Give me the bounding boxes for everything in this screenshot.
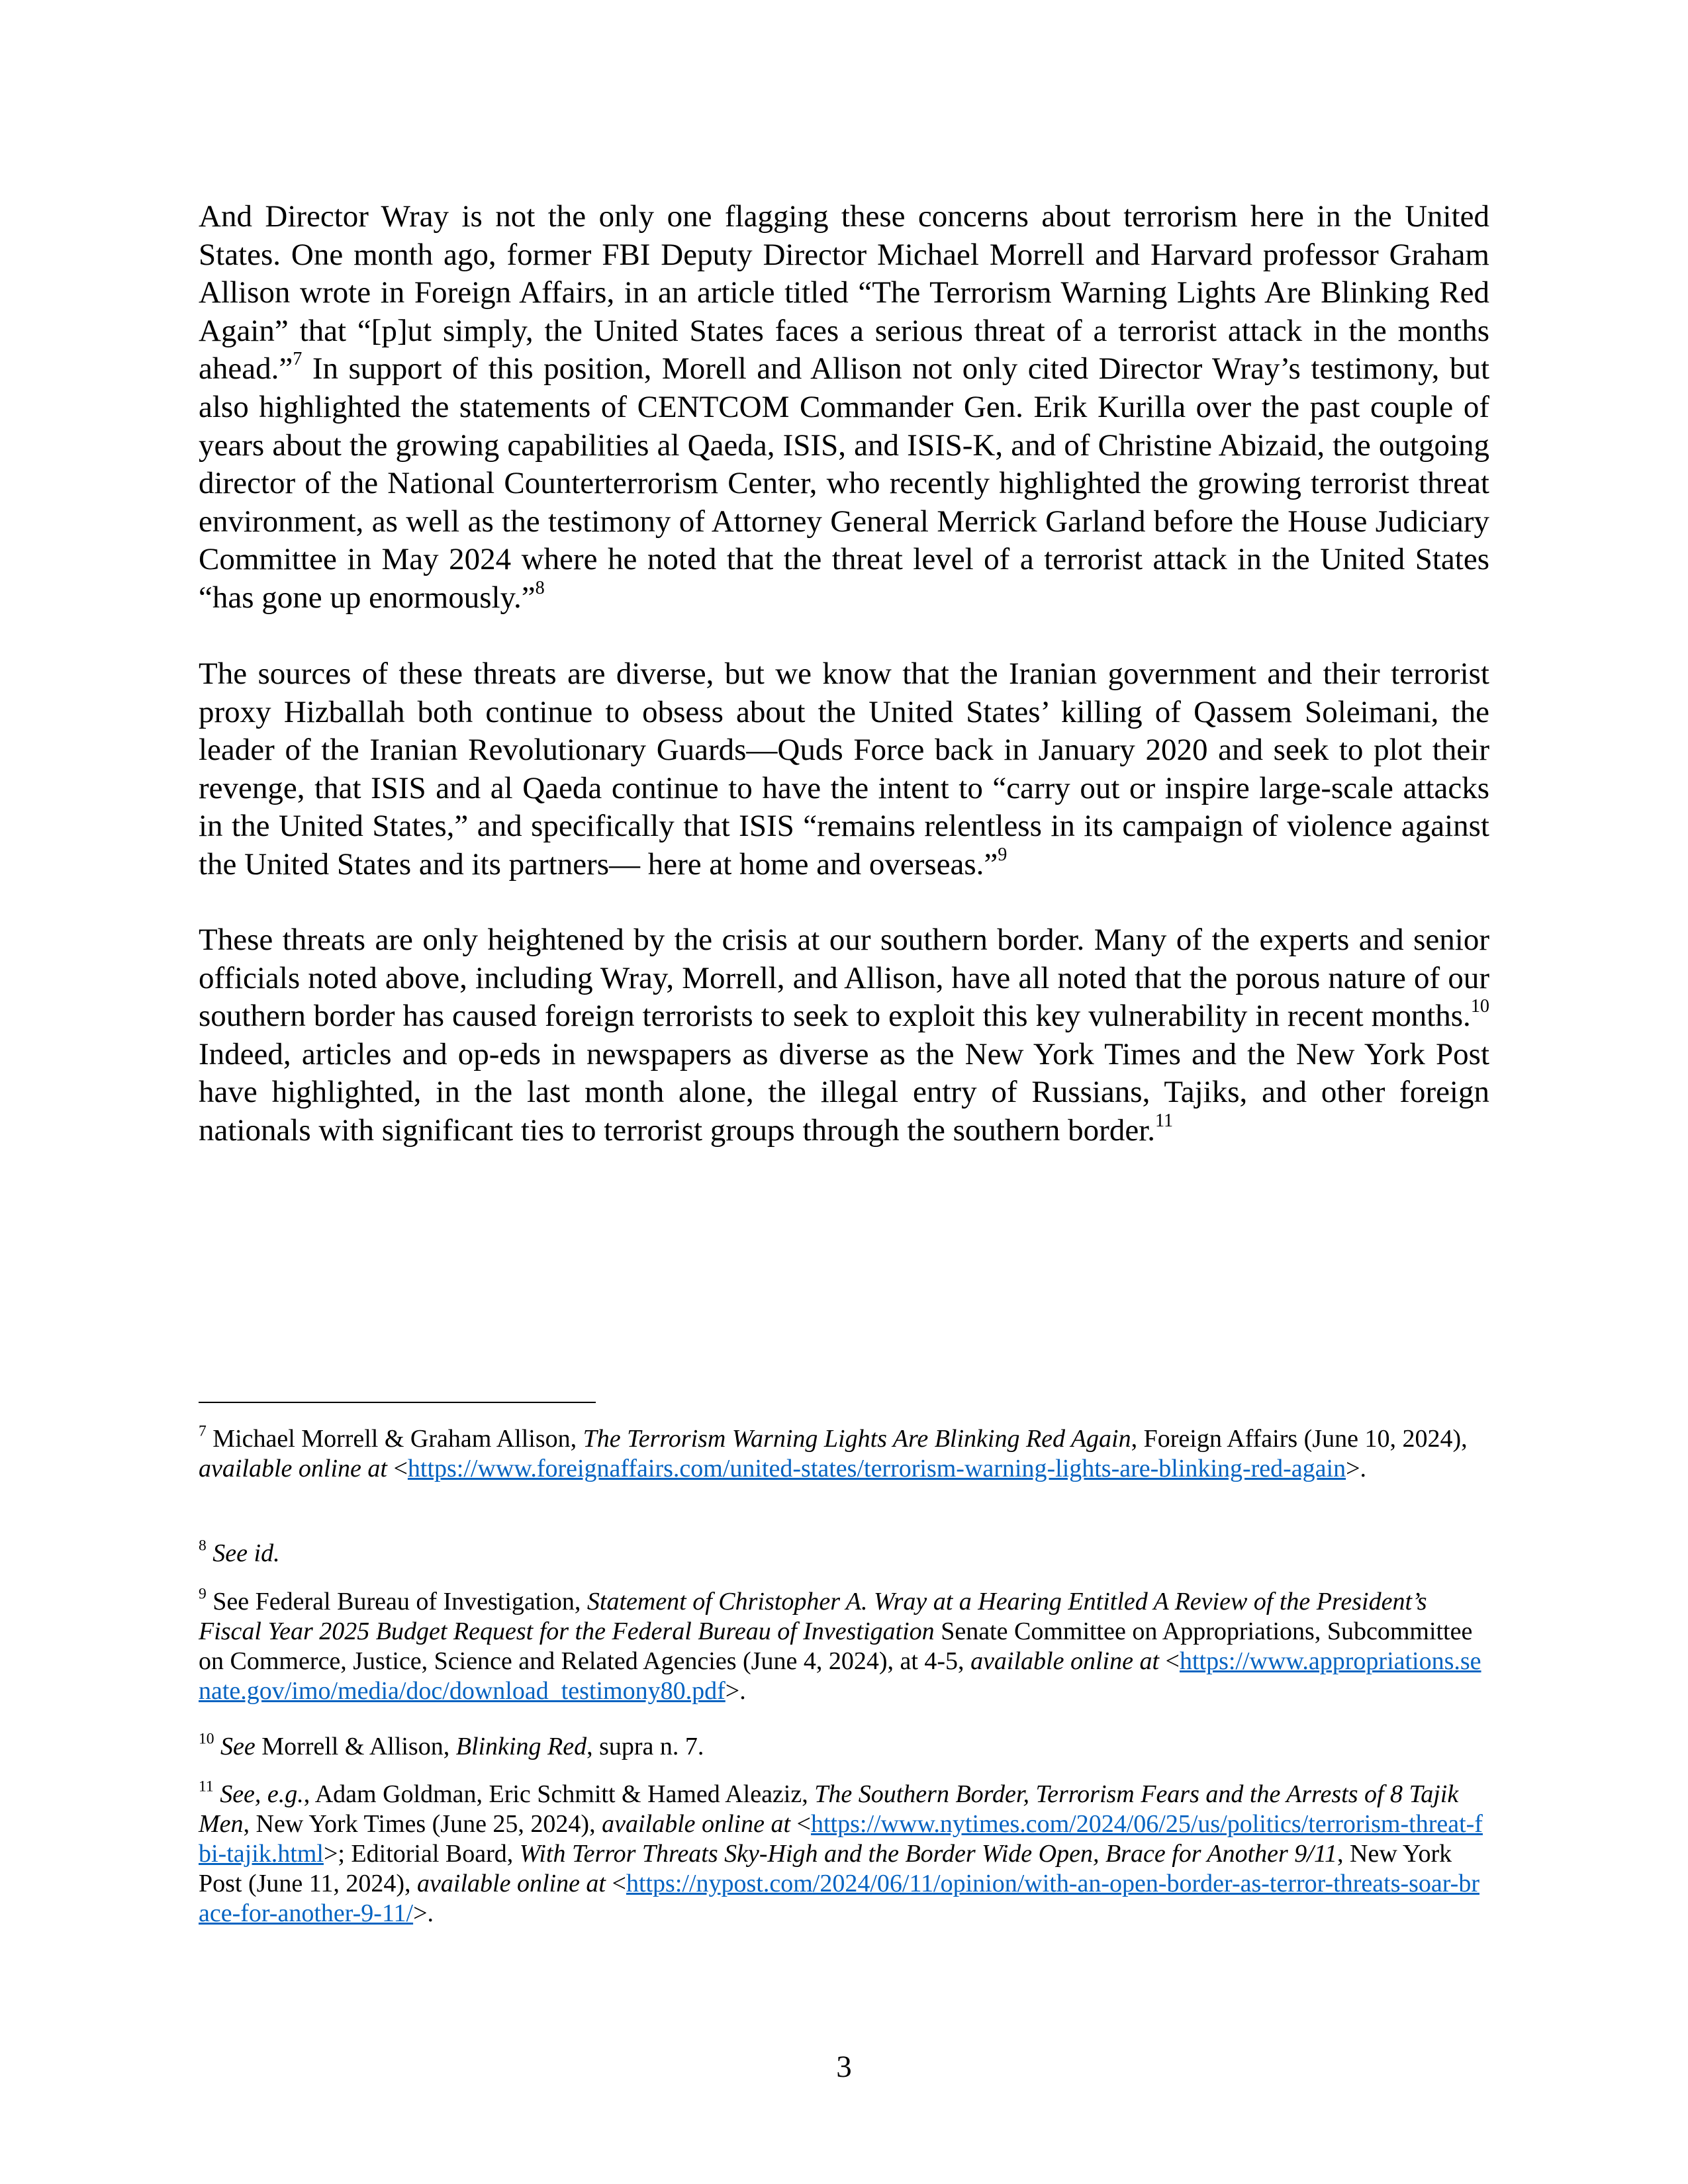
footnote-text-italic: See id. xyxy=(212,1539,280,1567)
body-paragraph-1 xyxy=(199,198,1489,617)
footnote-text: >. xyxy=(1346,1455,1367,1482)
footnote-number: 8 xyxy=(199,1537,207,1555)
footnote-text-italic: available online at xyxy=(199,1455,387,1482)
footnote-number: 11 xyxy=(199,1778,214,1796)
footnote-text: Morrell & Allison, xyxy=(255,1733,456,1760)
footnote-text: >. xyxy=(413,1899,434,1927)
footnote-text: >; Editorial Board, xyxy=(323,1840,520,1868)
footnote-reference-10[interactable]: 10 xyxy=(1470,996,1489,1017)
footnote-text: < xyxy=(790,1810,811,1838)
footnote-7 xyxy=(199,1424,1489,1484)
paragraph-text: And Director Wray is not the only one flagging these concerns about terrorism here in the United States. One month ago, former FBI Deputy Director Michael Morrell and Harvard professor Graham Allison wrote in Foreign Affairs, in an article titled “The Terrorism Warning Lights Are Blinking Red Again” that “[p]ut simply, the United States faces a serious threat of a terrorist attack in the months ahead.” xyxy=(199,199,1489,387)
paragraph-text: In support of this position, Morell and Allison not only cited Director Wray’s testimony, but also highlighted the statements of CENTCOM Commander Gen. Erik Kurilla over the past couple of years about the growing capabilities al Qaeda, ISIS, and ISIS-K, and of Christine Abizaid, the outgoing director of the National Counterterrorism Center, who recently highlighted the growing terrorist threat environment, as well as the testimony of Attorney General Merrick Garland before the House Judiciary Committee in May 2024 where he noted that the threat level of a terrorist attack in the United States “has gone up enormously.” xyxy=(199,351,1489,615)
footnote-reference-9[interactable]: 9 xyxy=(998,844,1008,865)
footnote-text: < xyxy=(606,1870,626,1897)
footnote-text: , New York Post (June 11, 2024), xyxy=(199,1840,1452,1897)
footnote-reference-7[interactable]: 7 xyxy=(293,349,303,370)
footnote-title: The Terrorism Warning Lights Are Blinking Red Again xyxy=(583,1425,1131,1453)
page-number: 3 xyxy=(836,2050,852,2084)
footnote-text-italic: See xyxy=(220,1733,256,1760)
footnote-text xyxy=(207,1539,213,1567)
footnote-text: >. xyxy=(725,1677,746,1705)
footnote-8 xyxy=(199,1539,1489,1569)
footnote-text: Senate Committee on Appropriations, Subcommittee on Commerce, Justice, Science and Related Agencies (June 4, 2024), at 4-5, xyxy=(199,1617,1473,1675)
body-paragraph-2 xyxy=(199,655,1489,884)
footnote-number: 10 xyxy=(199,1730,214,1748)
paragraph-text: These threats are only heightened by the crisis at our southern border. Many of the experts and senior officials noted above, including Wray, Morrell, and Allison, have all noted that the porous nature of our southern border has caused foreign terrorists to seek to exploit this key vulnerability in recent months. xyxy=(199,923,1489,1034)
footnote-number: 7 xyxy=(199,1422,207,1440)
footnote-link[interactable]: https://www.nytimes.com/2024/06/25/us/politics/terrorism-threat-fbi-tajik.html xyxy=(199,1810,1483,1868)
footnote-text: See Federal Bureau of Investigation, xyxy=(206,1588,587,1615)
footnote-text: Michael Morrell & Graham Allison, xyxy=(206,1425,583,1453)
footnote-link[interactable]: https://www.appropriations.senate.gov/imo/media/doc/download_testimony80.pdf xyxy=(199,1647,1481,1705)
footnote-reference-11[interactable]: 11 xyxy=(1155,1110,1174,1131)
footnote-text: , Foreign Affairs (June 10, 2024), xyxy=(1131,1425,1468,1453)
footnote-10 xyxy=(199,1732,1489,1762)
footnote-title: The Southern Border, Terrorism Fears and the Arrests of 8 Tajik Men xyxy=(199,1780,1459,1838)
footnote-text: , Adam Goldman, Eric Schmitt & Hamed Aleaziz, xyxy=(303,1780,815,1808)
footnote-text-italic: available online at xyxy=(970,1647,1160,1675)
footnote-text: < xyxy=(1159,1647,1180,1675)
paragraph-text: Indeed, articles and op-eds in newspapers as diverse as the New York Times and the New York Post have highlighted, in the last month alone, the illegal entry of Russians, Tajiks, and other foreign nationals with significant ties to terrorist groups through the southern border. xyxy=(199,1036,1489,1148)
footnote-title: With Terror Threats Sky-High and the Border Wide Open, Brace for Another 9/11 xyxy=(519,1840,1338,1868)
footnote-title: Blinking Red xyxy=(455,1733,587,1760)
footnote-text: , supra n. 7. xyxy=(586,1733,704,1760)
footnote-text-italic: available online at xyxy=(602,1810,791,1838)
footnote-text xyxy=(214,1780,220,1808)
footnote-text-italic: available online at xyxy=(417,1870,606,1897)
footnote-11 xyxy=(199,1780,1489,1929)
footnote-separator xyxy=(199,1402,596,1403)
footnote-text: , New York Times (June 25, 2024), xyxy=(243,1810,602,1838)
footnote-reference-8[interactable]: 8 xyxy=(535,577,545,598)
body-paragraph-3 xyxy=(199,921,1489,1150)
footnote-9 xyxy=(199,1587,1489,1706)
footnote-link[interactable]: https://nypost.com/2024/06/11/opinion/with-an-open-border-as-terror-threats-soar-brace-for-another-9-11/ xyxy=(199,1870,1479,1927)
footnote-text: < xyxy=(387,1455,408,1482)
footnote-text-italic: See, e.g. xyxy=(220,1780,304,1808)
footnote-link[interactable]: https://www.foreignaffairs.com/united-states/terrorism-warning-lights-are-blinking-red-again xyxy=(407,1455,1346,1482)
footnote-text xyxy=(214,1733,221,1760)
footnote-number: 9 xyxy=(199,1585,207,1603)
paragraph-text: The sources of these threats are diverse, but we know that the Iranian government and their terrorist proxy Hizballah both continue to obsess about the United States’ killing of Qassem Soleimani, the leader of the Iranian Revolutionary Guards—Quds Force back in January 2020 and seek to plot their revenge, that ISIS and al Qaeda continue to have the intent to “carry out or inspire large-scale attacks in the United States,” and specifically that ISIS “remains relentless in its campaign of violence against the United States and its partners— here at home and overseas.” xyxy=(199,657,1489,882)
footnote-title: Statement of Christopher A. Wray at a Hearing Entitled A Review of the President’s Fiscal Year 2025 Budget Request for the Federal Bureau of Investigation xyxy=(199,1588,1427,1645)
